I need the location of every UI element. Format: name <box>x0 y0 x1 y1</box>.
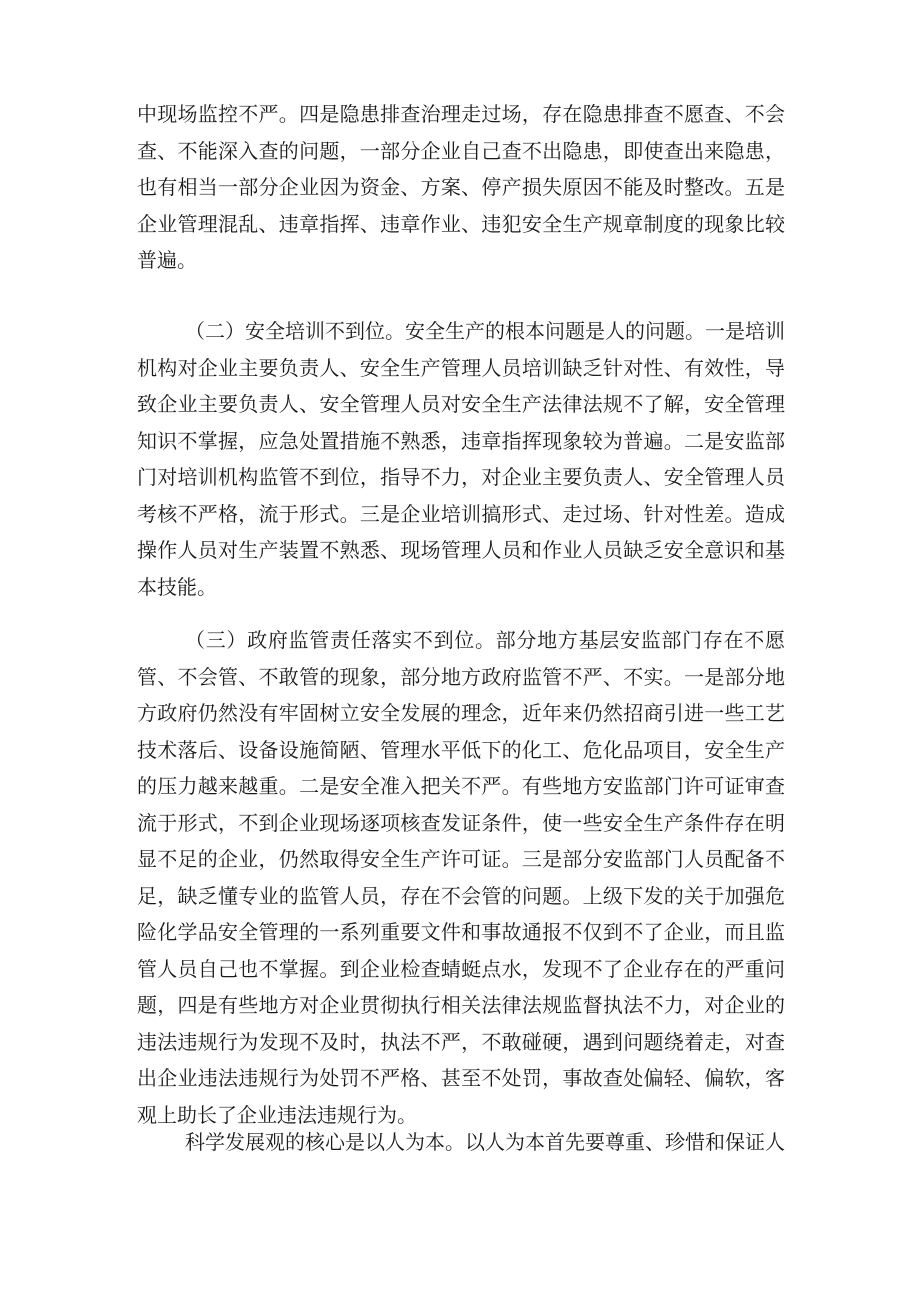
paragraph-government-supervision: （三）政府监管责任落实不到位。部分地方基层安监部门存在不愿管、不会管、不敢管的现象，部分地方政府监管不严、不实。一是部分地方政府仍然没有牢固树立安全发展的理念，近年来仍然招商引进一些工艺技术落后、设备设施简陋、管理水平低下的化工、危化品项目，安全生产的压力越来越重。二是安全准入把关不严。有些地方安监部门许可证审查流于形式，不到企业现场逐项核查发证条件，使一些安全生产条件存在明显不足的企业，仍然取得安全生产许可证。三是部分安监部门人员配备不足，缺乏懂专业的监管人员，存在不会管的问题。上级下发的关于加强危险化学品安全管理的一系列重要文件和事故通报不仅到不了企业，而且监管人员自己也不掌握。到企业检查蜻蜓点水，发现不了企业存在的严重问题，四是有些地方对企业贯彻执行相关法律法规监督执法不力，对企业的违法违规行为发现不及时，执法不严，不敢碰硬，遇到问题绕着走，对查出企业违法违规行为处罚不严格、甚至不处罚，事故查处偏轻、偏软，客观上助长了企业违法违规行为。 <box>137 628 785 1127</box>
paragraph-scientific-development: 科学发展观的核心是以人为本。以人为本首先要尊重、珍惜和保证人 <box>185 1130 785 1154</box>
paragraph-safety-training: （二）安全培训不到位。安全生产的根本问题是人的问题。一是培训机构对企业主要负责人、安全生产管理人员培训缺乏针对性、有效性，导致企业主要负责人、安全管理人员对安全生产法律法规不了解，安全管理知识不掌握，应急处置措施不熟悉，违章指挥现象较为普遍。二是安监部门对培训机构监管不到位，指导不力，对企业主要负责人、安全管理人员考核不严格，流于形式。三是企业培训搞形式、走过场、针对性差。造成操作人员对生产装置不熟悉、现场管理人员和作业人员缺乏安全意识和基本技能。 <box>137 319 785 599</box>
paragraph-continued: 中现场监控不严。四是隐患排查治理走过场，存在隐患排查不愿查、不会查、不能深入查的问题，一部分企业自己查不出隐患，即使查出来隐患，也有相当一部分企业因为资金、方案、停产损失原因不能及时整改。五是企业管理混乱、违章指挥、违章作业、违犯安全生产规章制度的现象比较普遍。 <box>137 102 785 272</box>
